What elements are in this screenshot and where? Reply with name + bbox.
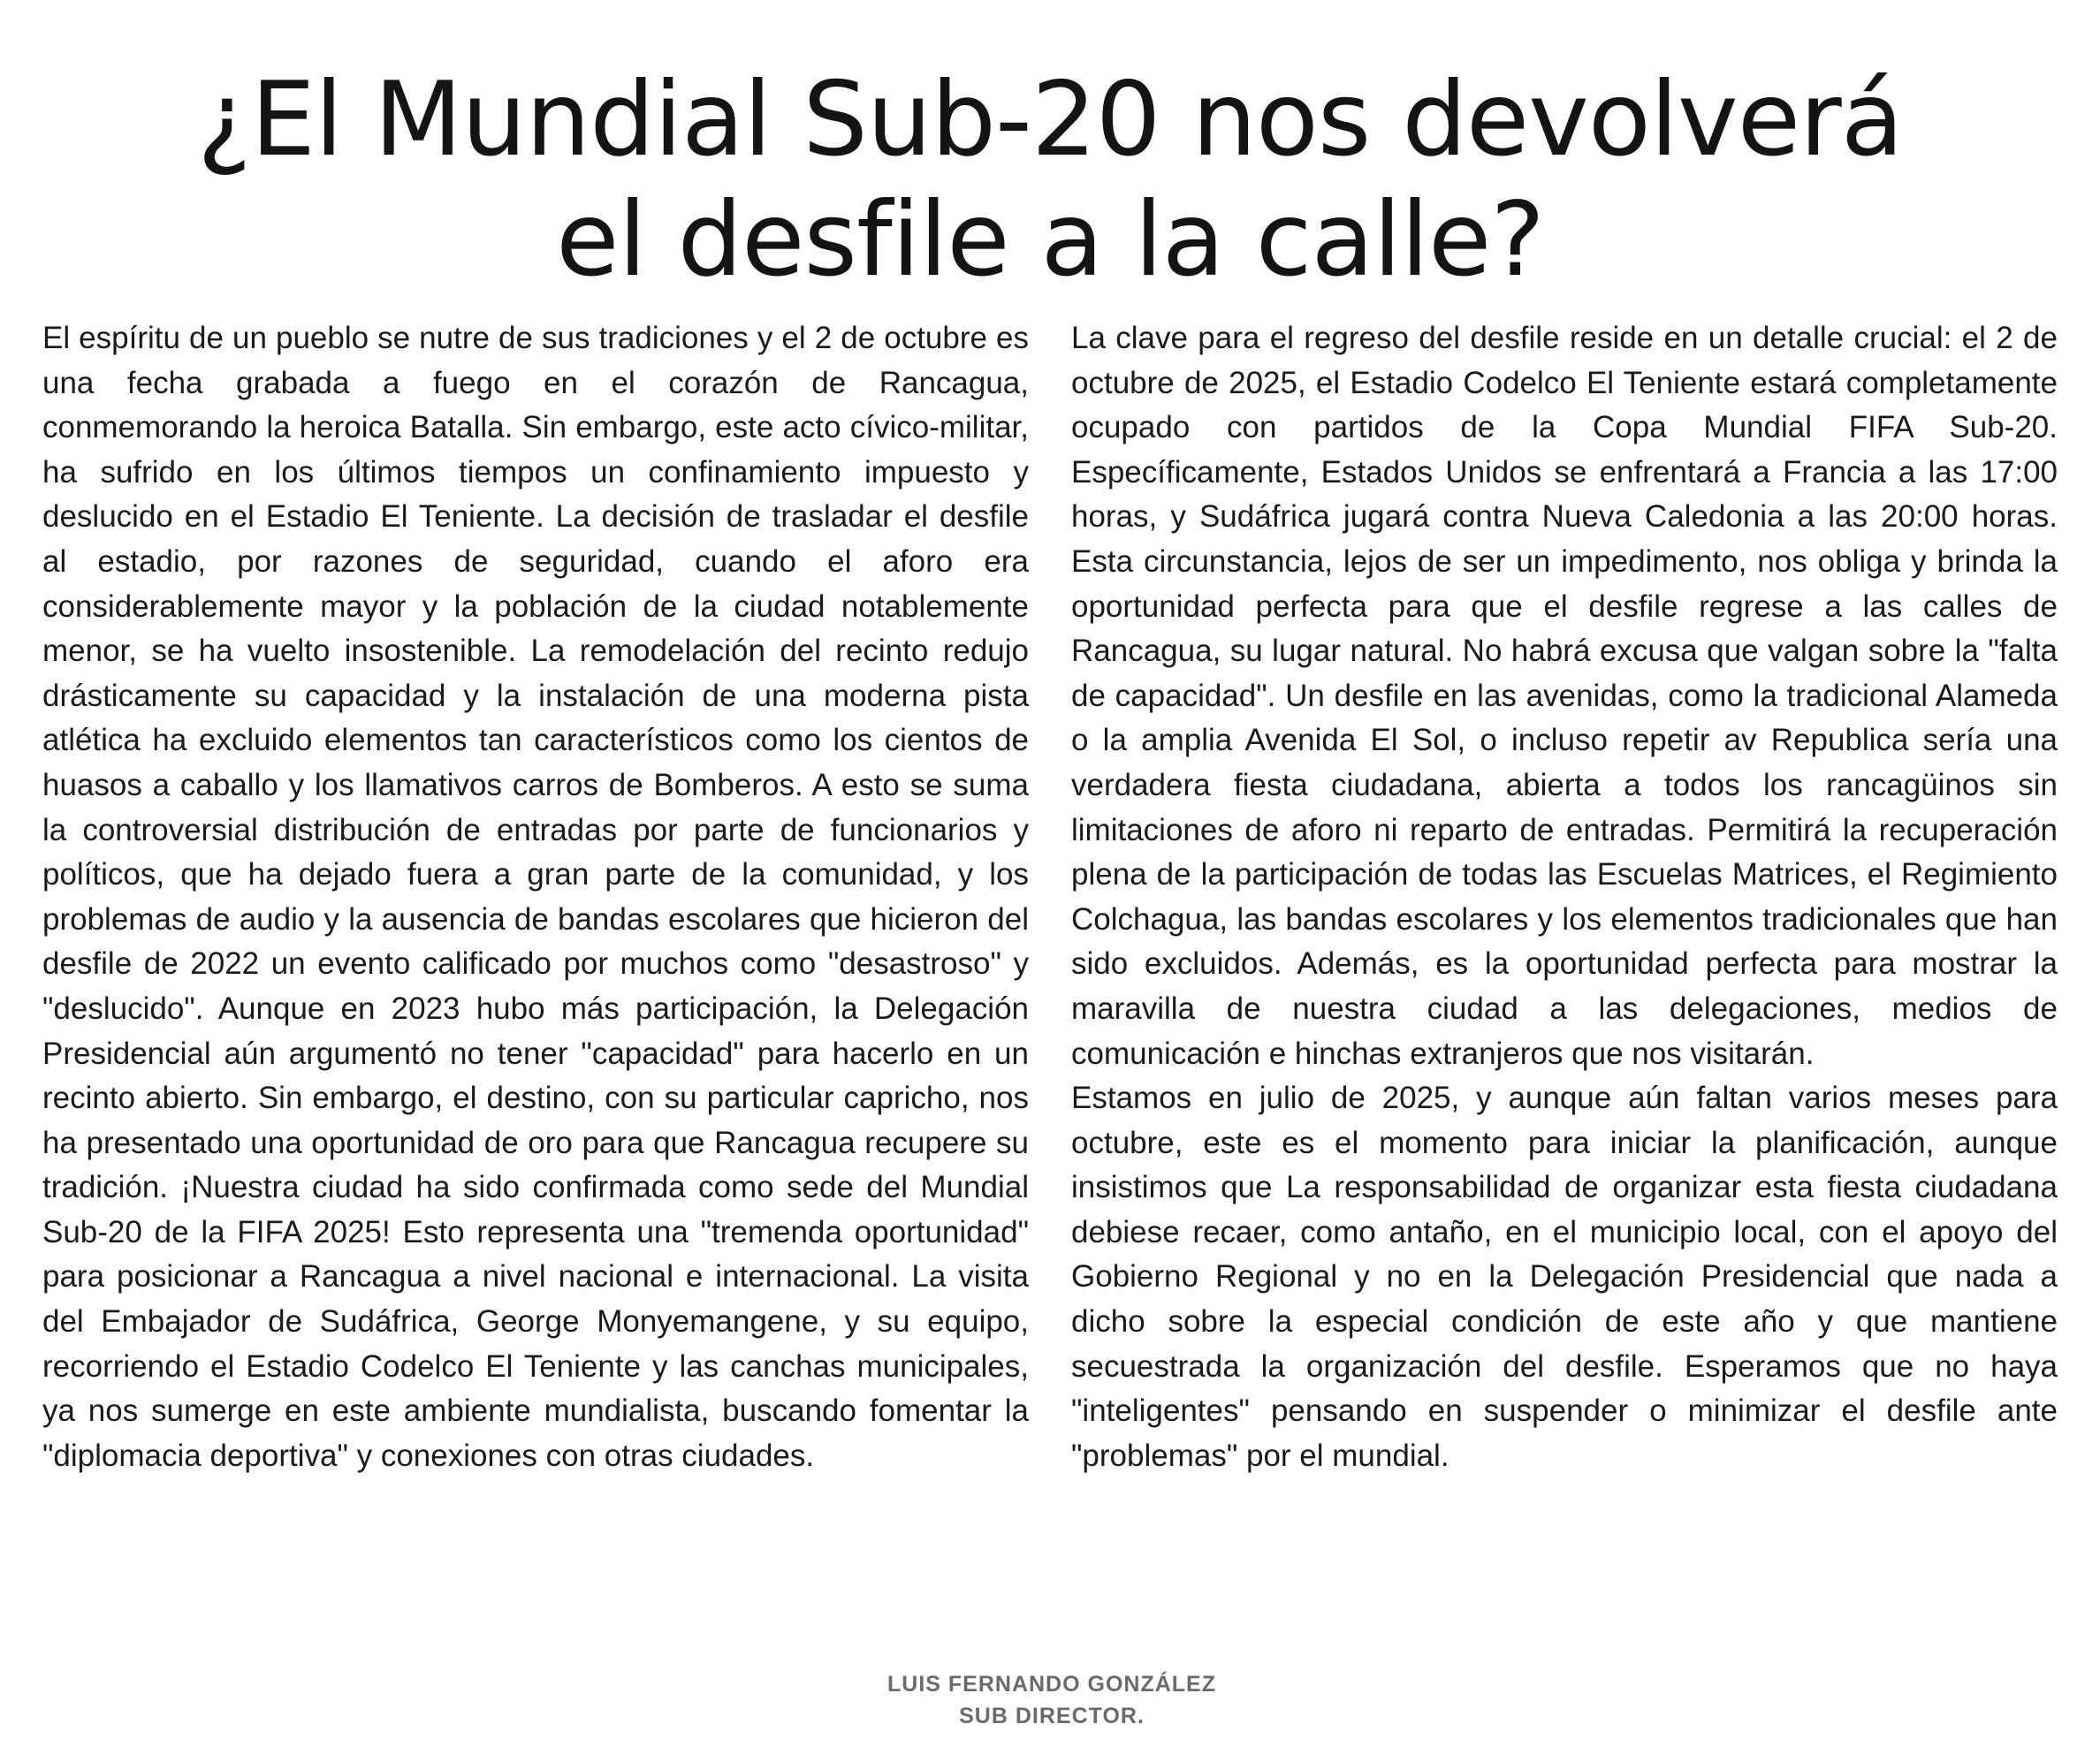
right-paragraph-1: La clave para el regreso del desfile reside en un detalle crucial: el 2 de octubre de 2025, el Estadio Codelco El Teniente estará completamente ocupado con partidos de la Copa Mundial FIFA Sub-20. Específicamente, Estados Unidos se enfrentará a Francia a las 17:00 horas, y Sudáfrica jugará contra Nueva Caledonia a las 20:00 horas. Esta circunstancia, lejos de ser un impedimento, nos obliga y brinda la oportunidad perfecta para que el desfile regrese a las calles de Rancagua, su lugar natural. No habrá excusa que valgan sobre la "falta de capacidad". Un desfile en las avenidas, como la tradicional Alameda o la amplia Avenida El Sol, o incluso repetir av Republica sería una verdadera fiesta ciudadana, abierta a todos los rancagüinos sin limitaciones de aforo ni reparto de entradas. Permitirá la recuperación plena de la participación de todas las Escuelas Matrices, el Regimiento Colchagua, las bandas escolares y los elementos tradicionales que han sido excluidos. Además, es la oportunidad perfecta para mostrar la maravilla de nuestra ciudad a las delegaciones, medios de comunicación e hinchas extranjeros que nos visitarán. <box>1071 321 2058 1071</box>
headline-line-1: ¿El Mundial Sub-20 nos devolverá <box>197 60 1903 179</box>
author-signature <box>795 1668 1308 1732</box>
headline-line-2: el desfile a la calle? <box>556 180 1544 300</box>
author-name: LUIS FERNANDO GONZÁLEZ <box>887 1672 1216 1697</box>
left-paragraph-1: El espíritu de un pueblo se nutre de sus tradiciones y el 2 de octubre es una fecha grabada a fuego en el corazón de Rancagua, conmemorando la heroica Batalla. Sin embargo, este acto cívico-militar, ha sufrido en los últimos tiempos un confinamiento impuesto y deslucido en el Estadio El Teniente. La decisión de trasladar el desfile al estadio, por razones de seguridad, cuando el aforo era considerablemente mayor y la población de la ciudad notablemente menor, se ha vuelto insostenible. La remodelación del recinto redujo drásticamente su capacidad y la instalación de una moderna pista atlética ha excluido elementos tan característicos como los cientos de huasos a caballo y los llamativos carros de Bomberos. A esto se suma la controversial distribución de entradas por parte de funcionarios y políticos, que ha dejado fuera a gran parte de la comunidad, y los problemas de audio y la ausencia de bandas escolares que hicieron del desfile de 2022 un evento calificado por muchos como "desastroso" y "deslucido". Aunque en 2023 hubo más participación, la Delegación Presidencial aún argumentó no tener "capacidad" para hacerlo en un recinto abierto. Sin embargo, el destino, con su particular capricho, nos ha presentado una oportunidad de oro para que Rancagua recupere su tradición. ¡Nuestra ciudad ha sido confirmada como sede del Mundial Sub-20 de la FIFA 2025! Esto representa una "tremenda oportunidad" para posicionar a Rancagua a nivel nacional e internacional. La visita del Embajador de Sudáfrica, George Monyemangene, y su equipo, recorriendo el Estadio Codelco El Teniente y las canchas municipales, ya nos sumerge en este ambiente mundialista, buscando fomentar la "diplomacia deportiva" y conexiones con otras ciudades. <box>42 321 1029 1473</box>
right-column <box>1071 316 2058 1478</box>
left-column <box>42 316 1029 1478</box>
author-role: SUB DIRECTOR. <box>959 1704 1145 1728</box>
headline <box>159 60 1941 300</box>
right-paragraph-2: Estamos en julio de 2025, y aunque aún faltan varios meses para octubre, este es el momento para iniciar la planificación, aunque insistimos que La responsabilidad de organizar esta fiesta ciudadana debiese recaer, como antaño, en el municipio local, con el apoyo del Gobierno Regional y no en la Delegación Presidencial que nada a dicho sobre la especial condición de este año y que mantiene secuestrada la organización del desfile. Esperamos que no haya "inteligentes" pensando en suspender o minimizar el desfile ante "problemas" por el mundial. <box>1071 1081 2058 1473</box>
section-label-cropped <box>937 0 1202 9</box>
